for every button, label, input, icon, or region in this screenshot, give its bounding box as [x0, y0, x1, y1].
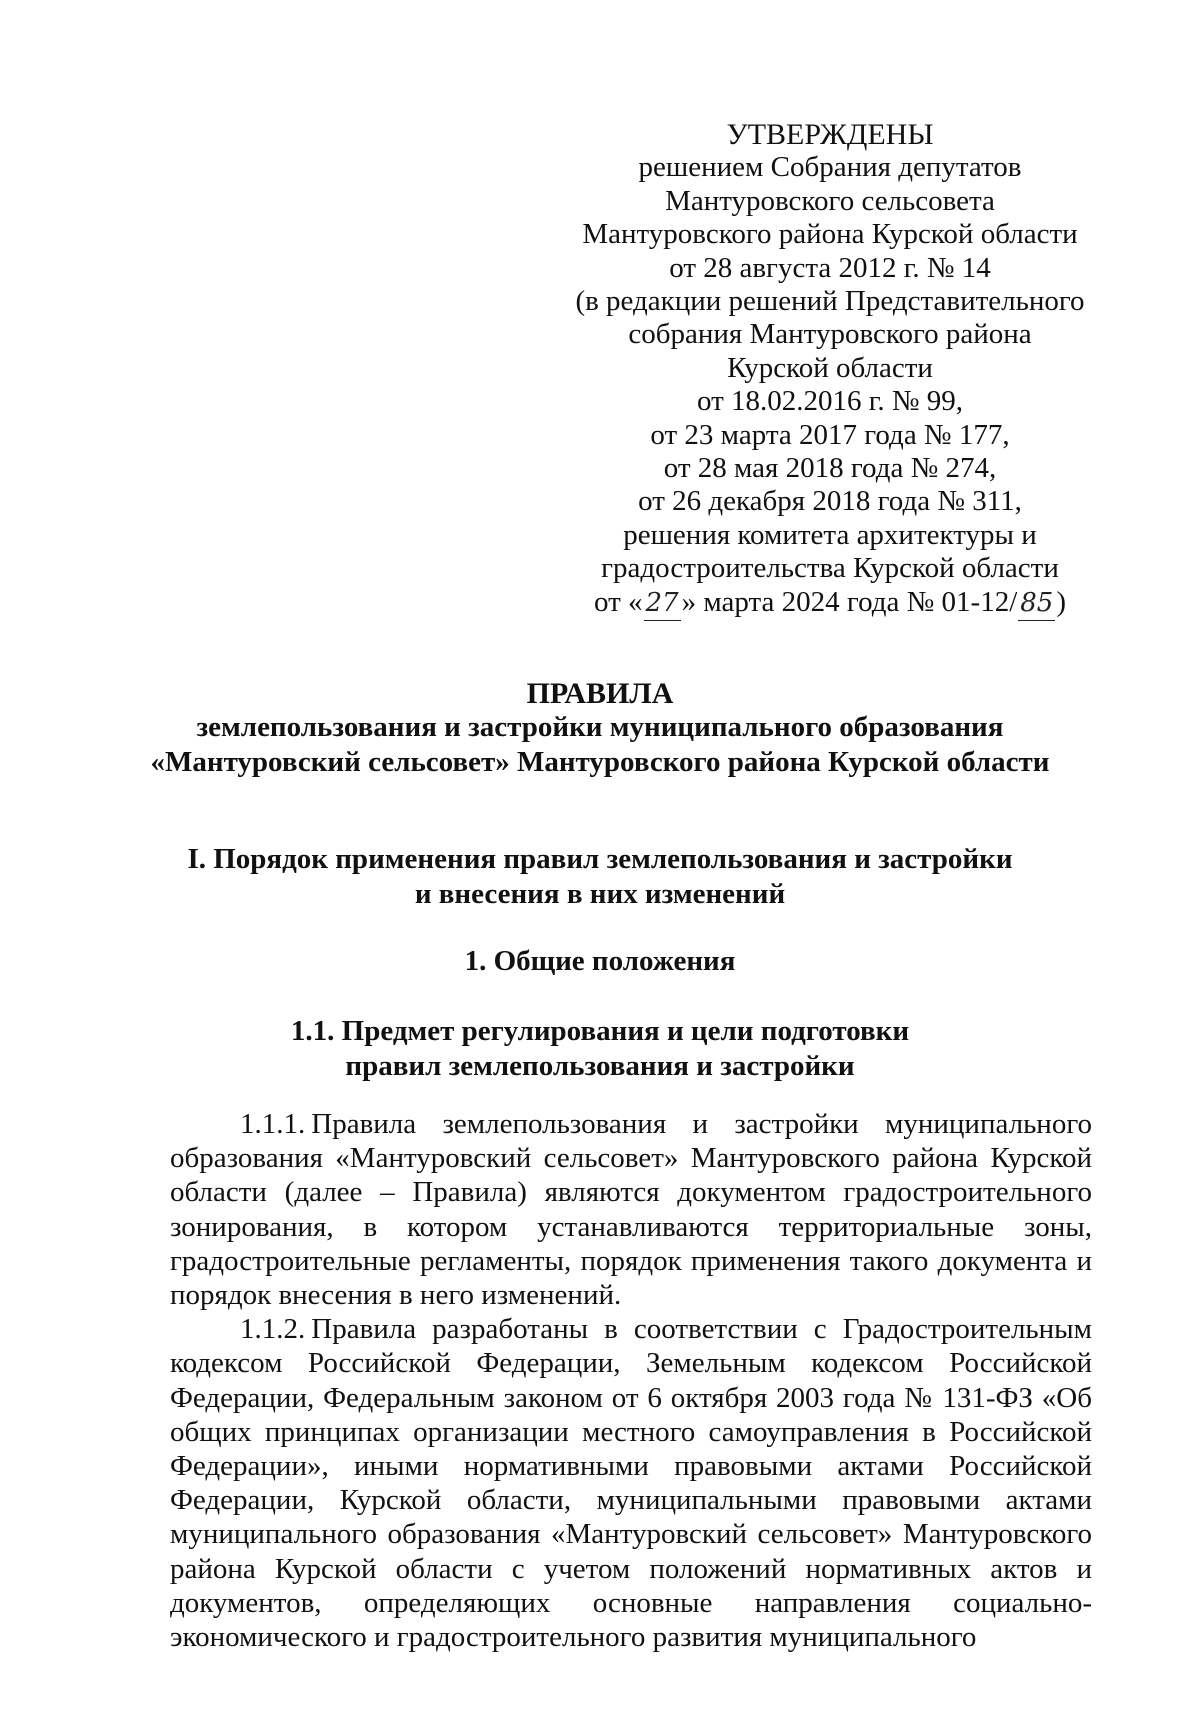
document-body: [170, 1107, 1092, 1654]
approval-heading: УТВЕРЖДЕНЫ: [726, 118, 934, 151]
document-title: ПРАВИЛА: [526, 677, 674, 710]
approval-line: (в редакции решений Представительного: [575, 285, 1085, 318]
section-title: [0, 842, 1200, 912]
approval-line: собрания Мантуровского района: [628, 318, 1032, 351]
approval-line: от 28 августа 2012 г. № 14: [669, 251, 991, 284]
approval-line: от 18.02.2016 г. № 99,: [696, 385, 964, 418]
subtitle-line: «Мантуровский сельсовет» Мантуровского района Курской области: [150, 746, 1050, 778]
handwritten-number: 85: [1018, 587, 1055, 621]
approval-line: градостроительства Курской области: [601, 552, 1059, 585]
paragraph-number: 1.1.2.: [240, 1313, 306, 1346]
approval-date-prefix: от «: [593, 585, 643, 618]
approval-line: Мантуровского района Курской области: [582, 218, 1078, 251]
approval-line: решением Собрания депутатов: [638, 151, 1022, 184]
subchapter-title-line: правил землепользования и застройки: [345, 1050, 855, 1082]
section-title-line: и внесения в них изменений: [414, 878, 786, 910]
paragraph-text: Правила землепользования и застройки муниципального образования «Мантуровский сельсовет» Мантуровского района Курской области (далее – Правила) являются документом градостроительного зонирования, в котором устанавливаются территориальные зоны, градостроительные регламенты, порядок применения такого документа и порядок внесения в него изменений.: [170, 1108, 1092, 1312]
chapter-title: 1. Общие положения: [464, 945, 736, 977]
subchapter-title-line: 1.1. Предмет регулирования и цели подготовки: [290, 1015, 910, 1047]
approval-stamp-block: [560, 118, 1100, 621]
approval-line: от 23 марта 2017 года № 177,: [650, 418, 1010, 451]
paragraph: [170, 1312, 1092, 1654]
approval-date-suffix: ): [1056, 585, 1067, 618]
document-subtitle: [0, 710, 1200, 780]
paragraph: [170, 1107, 1092, 1312]
approval-line: Мантуровского сельсовета: [665, 184, 995, 217]
approval-date-middle: » марта 2024 года № 01-12/: [681, 585, 1018, 618]
approval-line: Курской области: [727, 351, 933, 384]
subtitle-line: землепользования и застройки муниципального образования: [196, 711, 1004, 743]
paragraph-text: Правила разработаны в соответствии с Градостроительным кодексом Российской Федерации, Земельным кодексом Российской Федерации, Федеральным законом от 6 октября 2003 года № 131-ФЗ «Об общих принципах организации местного самоуправления в Российской Федерации», иными нормативными правовыми актами Российской Федерации, Курской области, муниципальными правовыми актами муниципального образования «Мантуровский сельсовет» Мантуровского района Курской области с учетом положений нормативных актов и документов, определяющих основные направления социально-экономического и градостроительного развития муниципального: [170, 1313, 1092, 1654]
approval-last-line: [560, 586, 1100, 621]
subchapter-title: [0, 1014, 1200, 1084]
section-title-line: I. Порядок применения правил землепользования и застройки: [187, 843, 1013, 875]
paragraph-number: 1.1.1.: [240, 1108, 306, 1140]
approval-line: решения комитета архитектуры и: [623, 518, 1037, 551]
approval-line: от 26 декабря 2018 года № 311,: [638, 485, 1022, 518]
approval-line: от 28 мая 2018 года № 274,: [663, 452, 997, 485]
handwritten-day: 27: [644, 587, 681, 621]
